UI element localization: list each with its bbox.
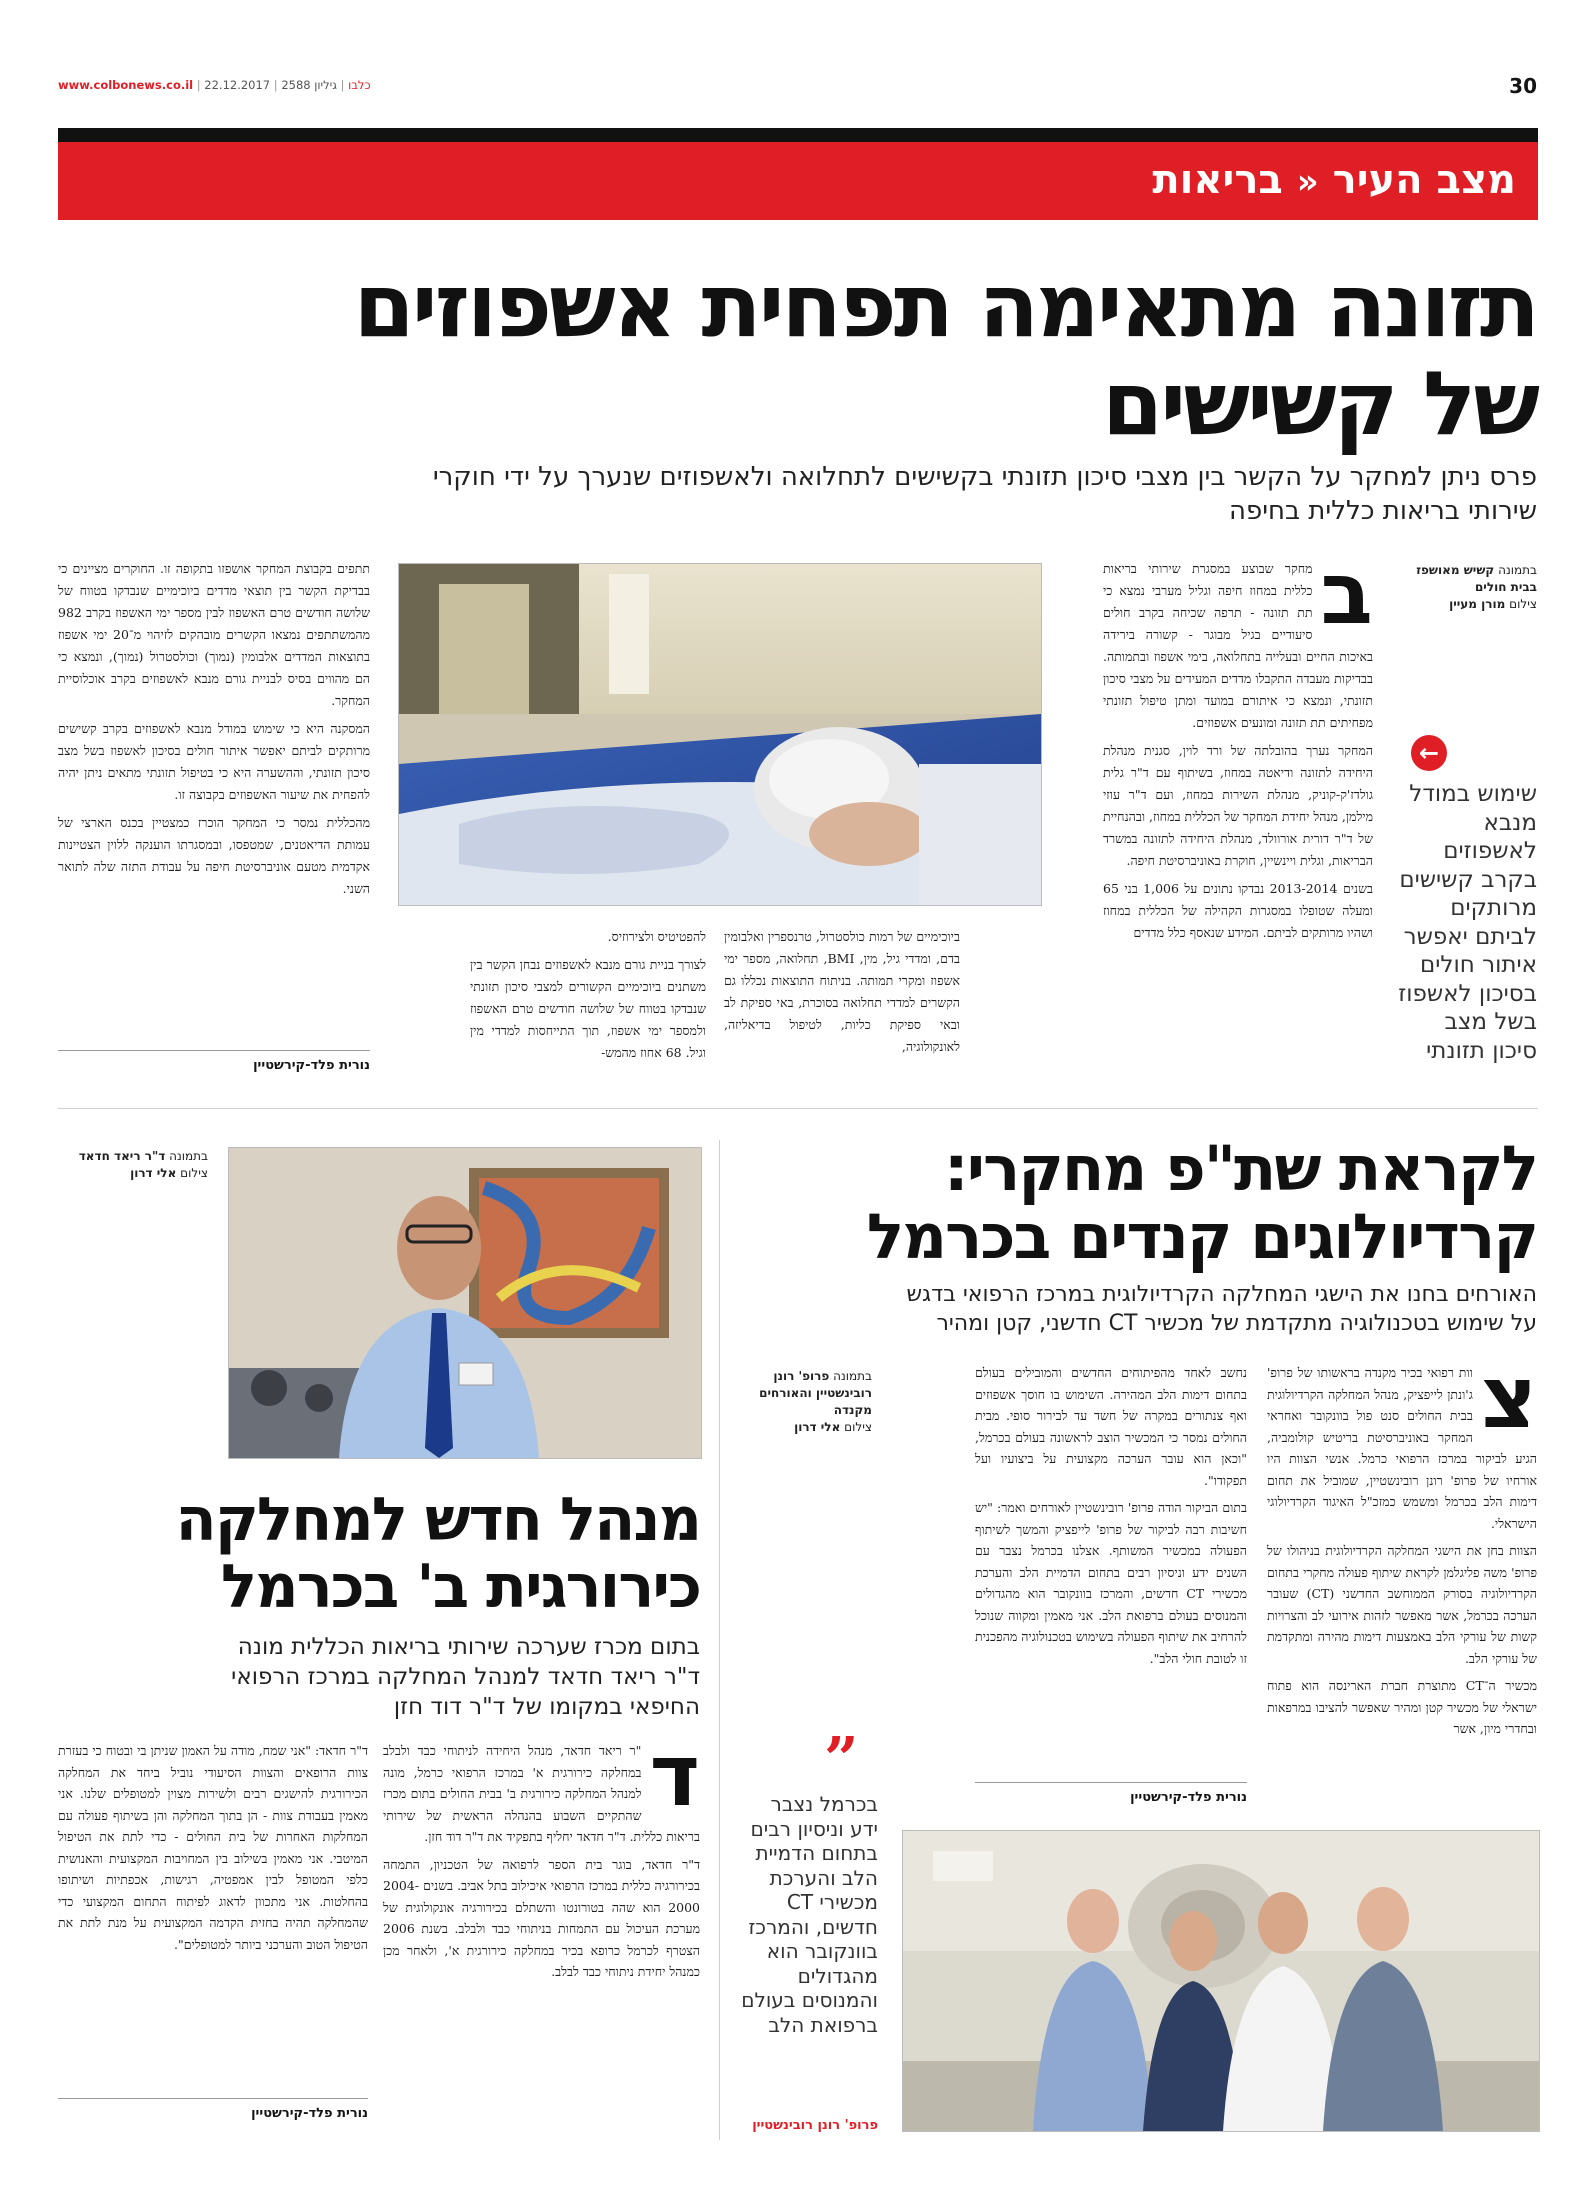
article1-column-2: ביוכימיים של רמות כולסטרול, טרנספרין ואלבומין בדם, ומדדי גיל, מין, BMI, תחלואה, מספר ימי אשפוז ומקרי תמותה. בניתוח התוצאות נכללו גם הקשרים למדדי תחלואה בסוכרת, באי ספיקת לב ובאי ספיקת כליות, לטיפול בדיאליזה, לאונקולוגיה, — [724, 929, 960, 1054]
masthead — [58, 78, 1538, 100]
section-divider — [58, 1108, 1538, 1109]
photo-credit: מורן מעיין — [1449, 597, 1506, 611]
article2-pull-source: פרופ' רונן רובינשטיין — [752, 2118, 878, 2133]
article2-photo-cardiologists — [902, 1830, 1540, 2132]
patient-in-bed-illustration — [399, 564, 1041, 905]
article1-headline-line1: תזונה מתאימה תפחית אשפוזים — [353, 254, 1537, 357]
cardiologists-group-illustration — [903, 1831, 1539, 2131]
article3-headline-line1: מנהל חדש למחלקה — [175, 1485, 700, 1555]
article1-byline: נורית פלד-קירשטיין — [253, 1058, 370, 1073]
section-title: מצב העיר — [1332, 157, 1516, 203]
arrow-left-circle-icon: ← — [1411, 735, 1447, 771]
caption-subject: קשיש מאושפז בבית חולים — [1416, 563, 1537, 594]
article1-byline-rule — [58, 1050, 370, 1051]
article1-column-3: להפטיטיס ולצירוזיס. לצורך בניית גורם מנבא לאשפוזים נבחן הקשר בין משתנים ביוכימיים הקשורים למצבי סיכון תזונתי שנבדקו בטווח של שלושה חודשים טרם האשפוז ולמספר ימי אשפוז, תוך התייחסות למדדי מין וגיל. 68 אחוז מהמש- — [470, 929, 706, 1060]
article3-byline: נורית פלד-קירשטיין — [251, 2106, 368, 2121]
issue-number: גיליון 2588 — [281, 78, 337, 92]
caption-subject: פרופ' רונן רובינשטיין והאורחים מקנדה — [759, 1369, 872, 1417]
article1-pull-quote: שימוש במודל מנבא לאשפוזים בקרב קשישים מרותקים לביתם יאפשר איתור חולים בסיכון לאשפוז בשל מצב סיכון תזונתי — [1398, 781, 1537, 1064]
article3-column-1: ד "ר ריאד חדאד, מנהל היחידה לניתוחי כבד ולבלב במחלקה כירורגית א' במרכז הרפואי כרמל, מונה למנהל המחלקה כירורגית ב' בבית החולים בתום מכרז שהתקיים השבוע בהנהלה הראשית של שירותי בריאות כללית. ד"ר חדאד יחליף בתפקיד את ד"ר דוד חזן. ד"ר חדאד, בוגר בית הספר לרפואה של הטכניון, התמחה בכירורגיה כללית במרכז הרפואי איכילוב בתל אביב. בשנים 2004-2000 הוא שהה בטורונטו והשתלם בכירורגיה אונקולוגית של מערכת העיכול עם התמחות בניתוחי כבד ולבלב. בשנת 2006 הצטרף לכרמל כרופא בכיר במחלקה כירורגית א', ולאחר מכן כמנהל יחידת ניתוחי כבד לבלב. — [383, 1726, 700, 1979]
masthead-separator: | — [270, 78, 278, 92]
article2-headline-line2: קרדיולוגים קנדים בכרמל — [866, 1200, 1537, 1273]
caption-subject: ד"ר ריאד חדאד — [78, 1149, 166, 1163]
article1-column-4: תתפים בקבוצת המחקר אושפזו בתקופה זו. החוקרים מציינים כי בבדיקת הקשר בין תוצאי מדדים ביוכימיים שנבדקו בטווח של שלושה חודשים טרם האשפוז לבין מספר ימי האשפוז בקרב 982 מהמשתתפים נמצאו הקשרים מובהקים לזיהוי מ־20 ימי אשפוז בתוצאות המדדים אלבומין (נמוך) וכולסטרול (נמוך), ונמצא כי הם מהווים בסיס לבניית גורם מנבא לאשפוזים בקרב אוכלוסיית המחקר. המסקנה היא כי שימוש במודל מנבא לאשפוזים בקרב קשישים מרותקים לביתם יאפשר איתור חולים בסיכון לאשפוז בשל מצב סיכון תזונתי, וההשערה היא כי בטיפול תזונתי מתאים ניתן יהיה להפחית את שיעור האשפוזים בקבוצה זו. מהכללית נמסר כי המחקר הוכרז כמצטיין בכנס הארצי של עמותת הדיאטנים, שמטפסו, ובמסגרתו הוענקה ללוין הצטיינות אקדמית מטעם אוניברסיטת חיפה על עבודת התזה שלה לתואר השני. — [58, 561, 370, 896]
article3-subhead-line2: ד"ר ריאד חדאד למנהל המחלקה במרכז הרפואי — [231, 1664, 700, 1690]
section-subtitle: בריאות — [1152, 157, 1283, 203]
photo-credit: אלי דרון — [130, 1166, 177, 1180]
issue-date: 22.12.2017 — [204, 78, 271, 92]
article2-subhead-line1: האורחים בחנו את הישגי המחלקה הקרדיולוגית במרכז הרפואי בדגש — [906, 1282, 1537, 1307]
photo-credit: אלי דרון — [794, 1420, 841, 1434]
double-chevron-icon: « — [1296, 162, 1319, 202]
vertical-divider — [719, 1140, 720, 2140]
article1-headline-line2: של קשישים — [1102, 352, 1537, 455]
article3-headline-line2: כירורגית ב' בכרמל — [220, 1552, 700, 1622]
article3-byline-rule — [58, 2098, 368, 2099]
article2-byline-rule — [975, 1782, 1247, 1783]
article3-column-2: ד"ר חדאד: "אני שמח, מודה על האמון שניתן בי ובטוח כי בעזרת צוות הרופאים והצוות הסיעודי נוביל ביחד את המחלקה הכירורגית להישגים רבים ולשירות מצוין למטופלים שלנו. אני מאמין בעבודת צוות - הן בתוך המחלקה והן בשיתוף פעולה עם המחלקות האחרות של בית החולים - כדי לתת את הטיפול המיטבי. אני מאמין בשילוב בין המחויבות המקצועית והאנושית כלפי המטופל לבין אמפטיה, רגישות, אכפתיות ושיתופו בהחלטות. אני מתכוון לדאוג לפיתוח התחום המקצועי כדי שהמחלקה תהיה בחזית הקדמה המקצועית על מנת לתת את הטיפול הטוב והערכני ביותר למטופלים". — [58, 1743, 368, 1952]
article2-byline: נורית פלד-קירשטיין — [1130, 1790, 1247, 1805]
article1-subhead-line2: שירותי בריאות כללית בחיפה — [1228, 496, 1537, 526]
site-url[interactable]: www.colbonews.co.il — [58, 78, 194, 92]
article2-dropcap: צ — [1480, 1348, 1537, 1448]
article2-column-1: צ וות רפואי בכיר מקנדה בראשותו של פרופ' ג'ונתן לייפציק, מנהל המחלקה הקרדיולוגית בבית החולים סנט פול בוונקובר ואחראי המחקר באוניברסיטת בריטיש קולומביה, הגיע לביקור במרכז הרפואי כרמל. אנשי הצוות היו אורחיו של פרופ' רונן רובינשטיין, שמוביל את תחום דימות הלב בכרמל ומשמש כמזכ"ל האיגוד הקרדיולוגי הישראלי. הצוות בחן את הישגי המחלקה הקרדיולוגית בניהולו של פרופ' משה פליגלמן לקראת שיתוף פעולה מחקרי בתחום הקרדיולוגיה בסורק הממוחשב החדשני (CT) שעובר הערכה בכרמל, אשר מאפשר לזהות אירועי לב והצרויות קשות של עורקי הלב באמצעות דימות מהירה ומתקדמת של עורקי הלב. מכשיר ה־CT מתוצרת חברת הארינסה הוא פתוח ישראלי של מכשיר קטן ומהיר שאפשר להציבו במרפאות ובחדרי מיון, אשר — [1267, 1348, 1538, 1736]
article2-caption: בתמונה פרופ' רונן רובינשטיין והאורחים מקנדה צילום אלי דרון — [759, 1369, 872, 1434]
article1-photo-hospital-patient — [398, 563, 1042, 906]
article2-headline-line1: לקראת שת"פ מחקרי: — [943, 1132, 1537, 1205]
masthead-separator: | — [196, 78, 205, 92]
section-banner — [58, 142, 1538, 220]
article3-dropcap: ד — [649, 1726, 700, 1826]
article1-column-1: ב מחקר שבוצע במסגרת שירותי בריאות כללית במחוז חיפה וגליל מערבי נמצא כי תת תזונה - תרפה שכיחה בקרב חולים סיעודיים בגיל מבוגר - קשורה בירידה באיכות החיים ובעלייה בתחלואה, בימי אשפוז ובתמותה. בבדיקות מעבדה התקבלו מדדים המעידים על מצבי סיכון תזונתי, ונמצא כי איתורם במועד ומתן טיפול תזונתי מפחיתים תת תזונה ומונעים אשפוזים. המחקר נערך בהובלתה של ורד לוין, סגנית מנהלת היחידה לתזונה ודיאטה במחוז, בשיתוף עם ד"ר גלית גולדז'ק-קוניק, מנהלת השירות במחוז, ועם ד"ר עוזי מילמן, מנהל יחידת המחקר של הכללית במחוז, ובהנחיית של ד"ר דורית אורוולד, מנהלת היחידה לתזונה במשרד הבריאות, וגלית ויינשיין, חוקרת באוניברסיטת חיפה. בשנים 2013-2014 נבדקו נתונים על 1,006 בני 65 ומעלה שטופלו במסגרות הקהילה של הכללית במחוז ושהיו מרותקים לביתם. המידע שנאסף כלל מדדים — [1103, 544, 1373, 940]
article2-column-2: נחשב לאחד מהפיתוחים החדשים והמובילים בעולם בתחום דימות הלב המהירה. השימוש בו חוסך אשפוזים ואף צנתורים במקרה של חשד עד לבירור סופי. מבית החולים נמסר כי המכשיר הוצב לראשונה בעולם בכרמל, "וכאן הוא עובר הערכה מקצועית על ביצועיו ועל תפקודו". בתום הביקור הודה פרופ' רובינשטיין לאורחים ואמר: "יש חשיבות רבה לביקור של פרופ' לייפציק והמשך לשיתוף הפעולה במכשיר המשותף. אצלנו בכרמל נצבר עם השנים ידע וניסיון רבים בתחום הדמיית הלב והערכת מכשירי CT חדשים, והמרכז בוונקובר הוא מהגדולים והמנוסים בעולם ברפואת הלב. אני מאמין ומקווה שנוכל להרחיב את שיתוף הפעולה בשימוש בטכנולוגיה מהפכנית זו לטובת חולי הלב". — [975, 1365, 1248, 1666]
doctor-portrait-illustration — [229, 1148, 701, 1458]
section-banner-black-bar — [58, 128, 1538, 142]
article1-caption: בתמונה קשיש מאושפז בבית חולים צילום מורן מעיין — [1416, 563, 1537, 611]
article2-pull-quote: בכרמל נצבר ידע וניסיון רבים בתחום הדמיית הלב והערכת מכשירי CT חדשים, והמרכז בוונקובר הוא מהגדולים והמנוסים בעולם ברפואת הלב — [741, 1792, 878, 2037]
article1-subhead-line1: פרס ניתן למחקר על הקשר בין מצבי סיכון תזונתי בקשישים לתחלואה ולאשפוזים שנערך על ידי חוקרי — [432, 462, 1537, 492]
article3-subhead-line3: החיפאי במקומו של ד"ר דוד חזן — [393, 1694, 700, 1720]
article3-caption: בתמונה ד"ר ריאד חדאד צילום אלי דרון — [78, 1149, 208, 1180]
masthead-separator: | — [336, 78, 345, 92]
article3-subhead-line1: בתום מכרז שערכה שירותי בריאות הכללית מונה — [237, 1634, 700, 1660]
page-number: 30 — [1509, 74, 1537, 98]
article3-photo-doctor — [228, 1147, 702, 1459]
article1-dropcap: ב — [1320, 544, 1373, 644]
paper-name: כלבו — [348, 78, 371, 92]
quote-mark-icon: ” — [824, 1725, 859, 1795]
article2-subhead-line2: על שימוש בטכנולוגיה מתקדמת של מכשיר CT חדשני, קטן ומהיר — [936, 1311, 1537, 1336]
